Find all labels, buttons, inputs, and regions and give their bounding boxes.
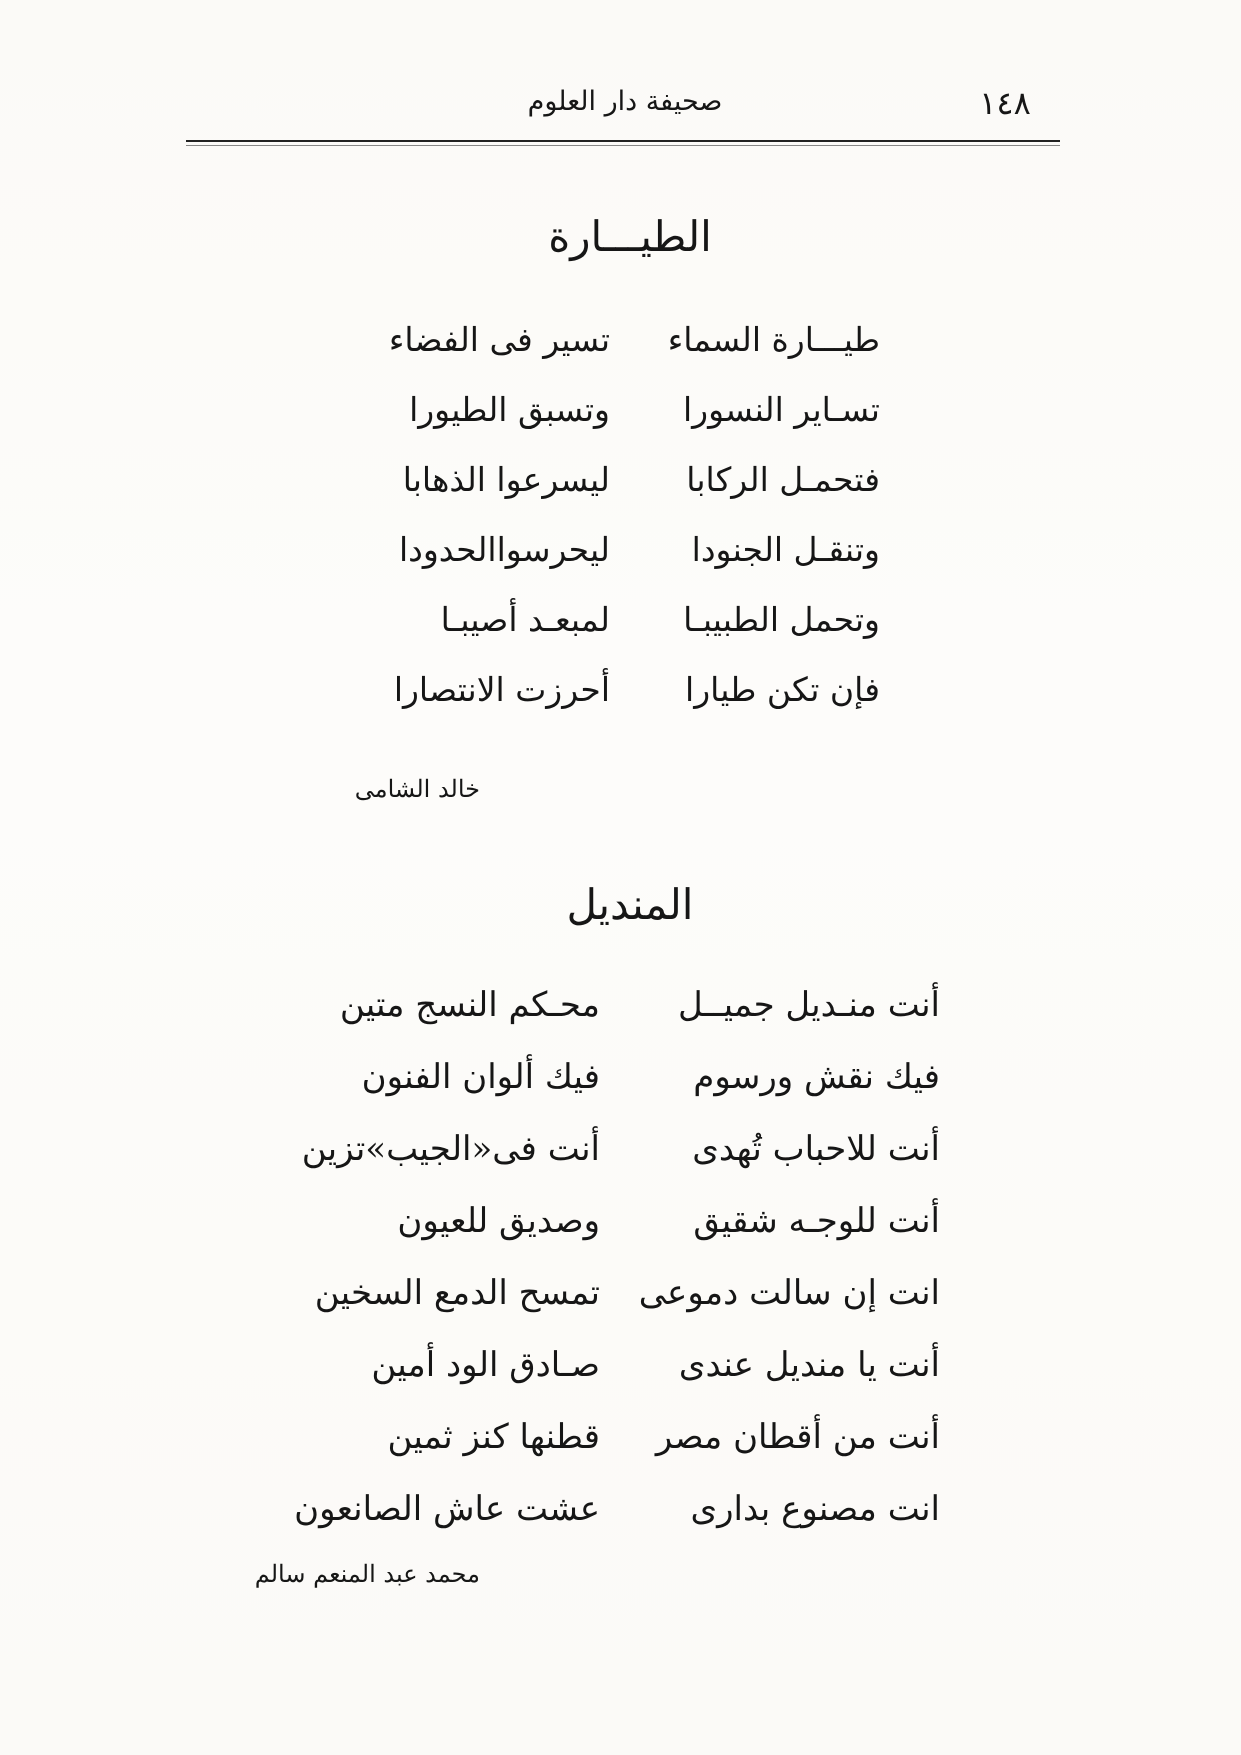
poem-author: خالد الشامى (354, 775, 480, 803)
hemistich-second: وصديق للعيون (397, 1201, 600, 1241)
hemistich-second: تسير فى الفضاء (388, 320, 610, 359)
hemistich-first: فيك نقش ورسوم (693, 1057, 940, 1097)
verse (380, 390, 880, 460)
hemistich-first: أنت يا منديل عندى (678, 1345, 940, 1385)
verse (294, 1489, 940, 1561)
hemistich-second: أنت فى«الجيب»تزين (301, 1129, 600, 1169)
poem-body (294, 985, 940, 1561)
hemistich-second: ليحرسواالحدودا (398, 530, 610, 569)
hemistich-second: قطنها كنز ثمين (387, 1417, 600, 1457)
verse (320, 985, 940, 1057)
hemistich-first: انت إن سالت دموعى (638, 1273, 940, 1313)
verse (380, 460, 880, 530)
hemistich-first: فإن تكن طيارا (685, 670, 880, 709)
hemistich-first: طيـــارة السماء (667, 320, 880, 359)
hemistich-first: أنت للاحباب تُهدى (692, 1129, 940, 1169)
verse (380, 670, 880, 740)
verse (320, 1417, 940, 1489)
verse (380, 600, 880, 670)
verse (320, 1057, 940, 1129)
hemistich-second: ليسرعوا الذهابا (402, 460, 610, 499)
hemistich-second: عشت عاش الصانعون (294, 1489, 600, 1529)
poem-title: الطيـــارة (548, 212, 712, 261)
hemistich-first: أنت من أقطان مصر (655, 1417, 940, 1457)
hemistich-second: وتسبق الطيورا (409, 390, 610, 429)
poem-title: المنديل (566, 880, 694, 929)
header-rule (186, 140, 1060, 142)
hemistich-first: أنت منـديل جميــل (677, 985, 940, 1025)
hemistich-first: وتنقـل الجنودا (691, 530, 880, 569)
hemistich-second: تمسح الدمع السخين (314, 1273, 600, 1313)
page-number: ١٤٨ (979, 84, 1031, 122)
hemistich-second: صـادق الود أمين (371, 1345, 600, 1385)
poem-body (380, 320, 880, 740)
hemistich-second: أحرزت الانتصارا (393, 670, 610, 709)
verse (314, 1273, 940, 1345)
hemistich-second: لمبعـد أصيبـا (440, 600, 610, 639)
verse (380, 530, 880, 600)
verse (380, 320, 880, 390)
verse (320, 1201, 940, 1273)
header-rule-secondary (186, 145, 1060, 146)
hemistich-first: تسـاير النسورا (682, 390, 880, 429)
hemistich-second: محـكم النسج متين (339, 985, 600, 1025)
hemistich-second: فيك ألوان الفنون (361, 1057, 600, 1097)
hemistich-first: أنت للوجـه شقيق (693, 1201, 940, 1241)
poem-author: محمد عبد المنعم سالم (254, 1560, 480, 1588)
verse (320, 1345, 940, 1417)
hemistich-first: انت مصنوع بدارى (690, 1489, 940, 1529)
verse (301, 1129, 940, 1201)
hemistich-first: وتحمل الطبيبـا (683, 600, 880, 639)
hemistich-first: فتحمـل الركابا (686, 460, 880, 499)
running-title: صحيفة دار العلوم (527, 86, 723, 117)
